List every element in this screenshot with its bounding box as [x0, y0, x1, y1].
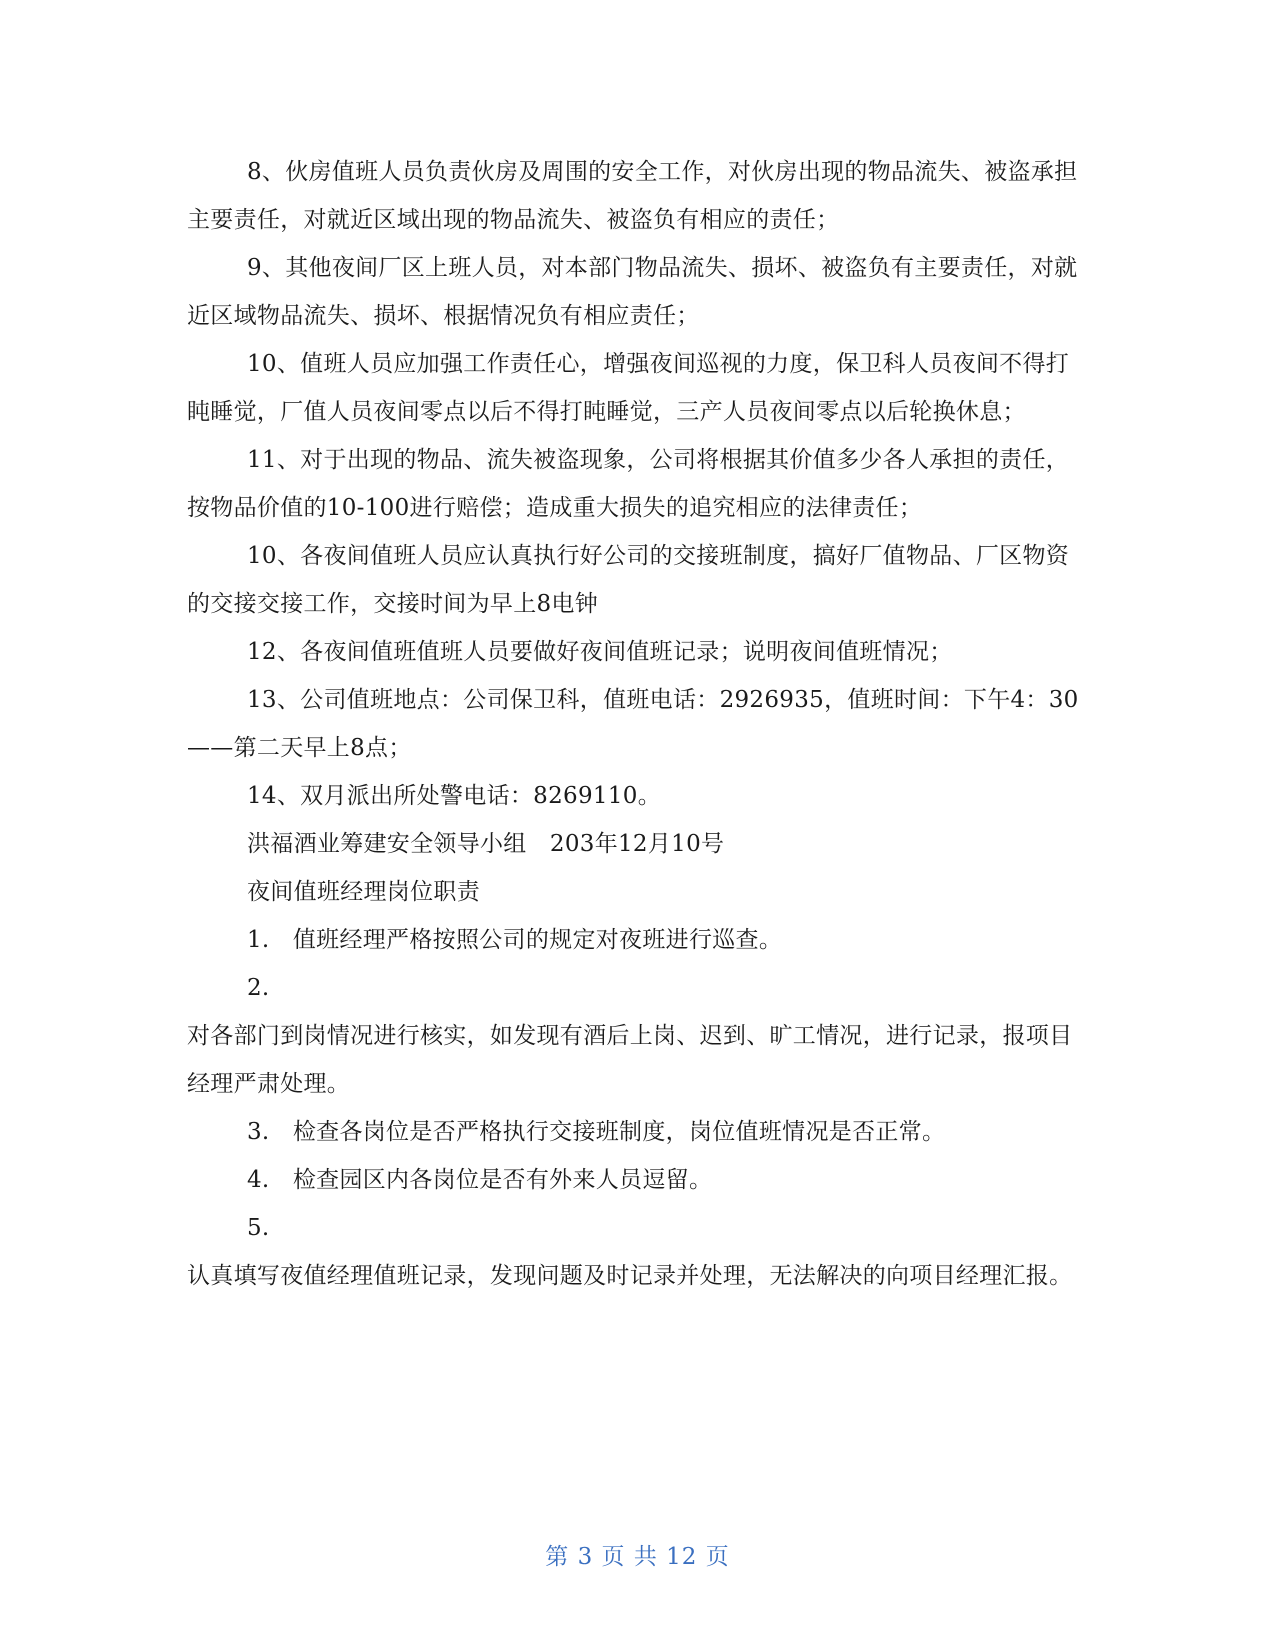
paragraph-11: 11、对于出现的物品、流失被盗现象，公司将根据其价值多少各人承担的责任，按物品价值的10-100进行赔偿；造成重大损失的追究相应的法律责任； — [187, 447, 1070, 521]
duty-item-4: 4. 检查园区内各岗位是否有外来人员逗留。 — [247, 1167, 713, 1193]
duty-item-1: 1. 值班经理严格按照公司的规定对夜班进行巡查。 — [247, 927, 783, 953]
duty-item-2-text: 对各部门到岗情况进行核实，如发现有酒后上岗、迟到、旷工情况，进行记录，报项目经理严肃处理。 — [187, 1023, 1073, 1097]
duty-item-2-number: 2. — [247, 975, 270, 1001]
paragraph-8: 8、伙房值班人员负责伙房及周围的安全工作，对伙房出现的物品流失、被盗承担主要责任，对就近区域出现的物品流失、被盗负有相应的责任； — [187, 159, 1078, 233]
paragraph-9: 9、其他夜间厂区上班人员，对本部门物品流失、损坏、被盗负有主要责任，对就近区域物品流失、损坏、根据情况负有相应责任； — [187, 255, 1078, 329]
paragraph-12: 12、各夜间值班值班人员要做好夜间值班记录；说明夜间值班情况； — [247, 639, 953, 665]
section-title: 夜间值班经理岗位职责 — [247, 879, 480, 905]
signature-line: 洪福酒业筹建安全领导小组 203年12月10号 — [247, 831, 725, 857]
paragraph-10b: 10、各夜间值班人员应认真执行好公司的交接班制度，搞好厂值物品、厂区物资的交接交接工作，交接时间为早上8电钟 — [187, 543, 1070, 617]
paragraph-13: 13、公司值班地点：公司保卫科，值班电话：2926935，值班时间：下午4：30——第二天早上8点； — [187, 687, 1079, 761]
duty-item-3: 3. 检查各岗位是否严格执行交接班制度，岗位值班情况是否正常。 — [247, 1119, 946, 1145]
duty-item-5-text: 认真填写夜值经理值班记录，发现问题及时记录并处理，无法解决的向项目经理汇报。 — [187, 1263, 1073, 1289]
paragraph-10: 10、值班人员应加强工作责任心，增强夜间巡视的力度，保卫科人员夜间不得打盹睡觉，厂值人员夜间零点以后不得打盹睡觉，三产人员夜间零点以后轮换休息； — [187, 351, 1070, 425]
duty-item-5-number: 5. — [247, 1215, 270, 1241]
page-number-footer: 第 3 页 共 12 页 — [545, 1544, 730, 1570]
document-body — [187, 148, 1087, 1300]
paragraph-14: 14、双月派出所处警电话：8269110。 — [247, 783, 661, 809]
